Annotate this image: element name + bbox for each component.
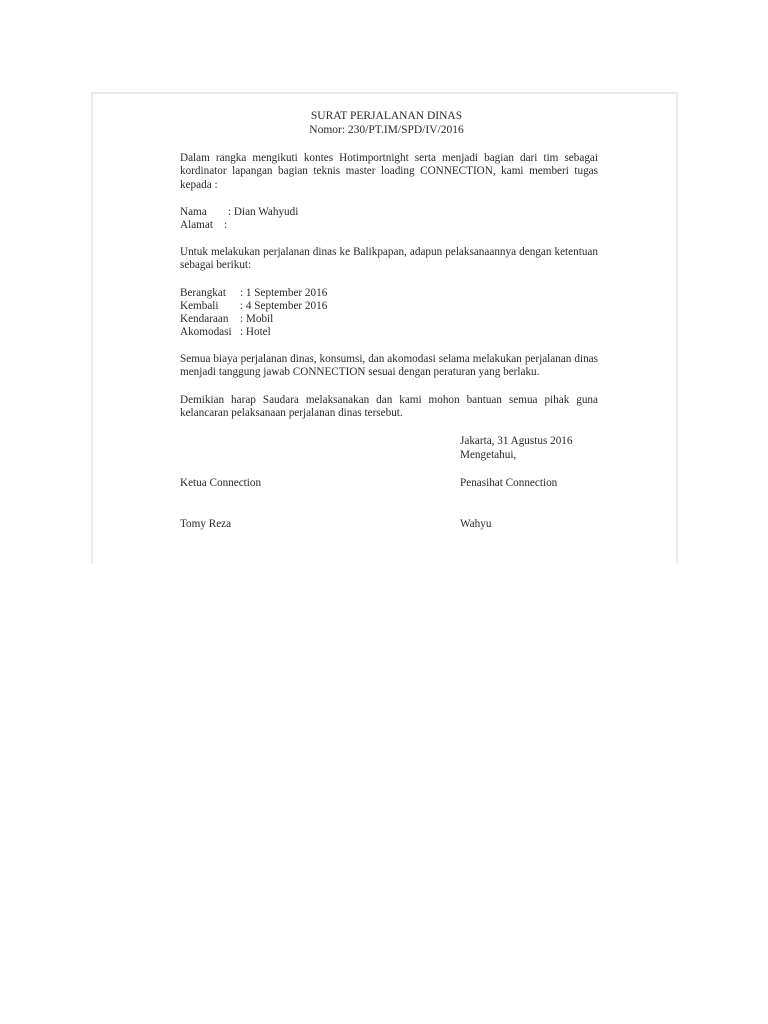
recipient-address-label: Alamat	[180, 219, 213, 231]
detail-label: Berangkat	[180, 287, 226, 299]
detail-label: Kembali	[180, 300, 219, 312]
letter-number: Nomor: 230/PT.IM/SPD/IV/2016	[309, 124, 464, 136]
detail-row-vehicle	[180, 313, 273, 326]
detail-row-return	[180, 300, 327, 313]
detail-row-accommodation	[180, 326, 271, 339]
closing-paragraph: Demikian harap Saudara melaksanakan dan kami mohon bantuan semua pihak guna kelancaran pelaksanaan perjalanan dinas tersebut.	[180, 394, 598, 420]
place-date: Jakarta, 31 Agustus 2016	[460, 435, 573, 447]
detail-value: : Hotel	[240, 326, 271, 338]
intro-paragraph: Dalam rangka mengikuti kontes Hotimportnight serta menjadi bagian dari tim sebagai kordinator lapangan bagian teknis master loading CONNECTION, kami memberi tugas kepada :	[180, 152, 598, 191]
left-signatory-role: Ketua Connection	[180, 477, 262, 489]
costs-paragraph: Semua biaya perjalanan dinas, konsumsi, dan akomodasi selama melakukan perjalanan dinas menjadi tanggung jawab CONNECTION sesuai dengan peraturan yang berlaku.	[180, 353, 598, 379]
detail-label: Kendaraan	[180, 313, 229, 325]
detail-label: Akomodasi	[180, 326, 232, 338]
document-page	[91, 92, 678, 564]
detail-value: : 4 September 2016	[240, 300, 328, 312]
detail-value: : 1 September 2016	[240, 287, 328, 299]
recipient-address-value: :	[224, 219, 228, 231]
recipient-address-row	[180, 219, 227, 232]
recipient-name-row	[180, 206, 298, 219]
purpose-paragraph: Untuk melakukan perjalanan dinas ke Balikpapan, adapun pelaksanaannya dengan ketentuan sebagai berikut:	[180, 246, 598, 272]
recipient-name-value: : Dian Wahyudi	[228, 206, 299, 218]
right-signatory-role: Penasihat Connection	[460, 477, 558, 489]
detail-row-departure	[180, 287, 327, 300]
acknowledged-label: Mengetahui,	[460, 449, 517, 461]
detail-value: : Mobil	[240, 313, 274, 325]
letter-title: SURAT PERJALANAN DINAS	[310, 110, 463, 122]
right-signatory-name: Wahyu	[460, 518, 492, 530]
left-signatory-name: Tomy Reza	[180, 518, 232, 530]
recipient-name-label: Nama	[180, 206, 207, 218]
